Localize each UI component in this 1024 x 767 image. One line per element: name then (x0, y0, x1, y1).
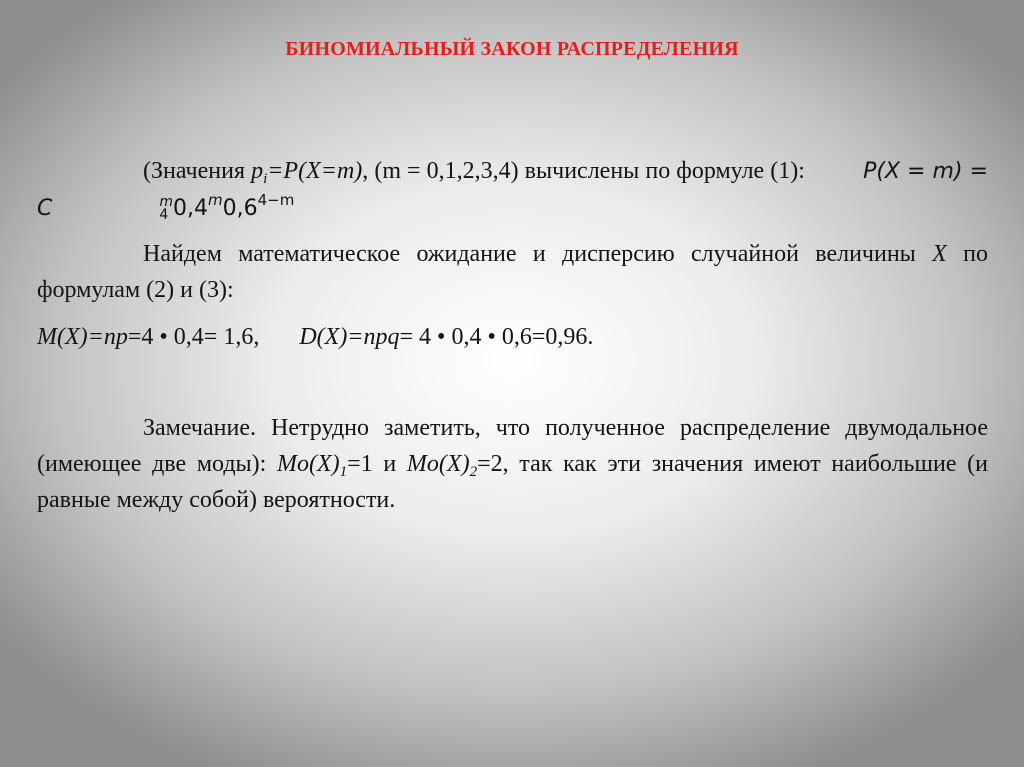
mode-one: Mo(X) (277, 451, 340, 477)
remark-text-end: =2, так как эти значения имеют наибольшие (и равные между собой) вероятности. (37, 451, 988, 513)
p-symbol: p (251, 158, 264, 184)
values-text-end: , (m = 0,1,2,3,4) вычислены по формуле (1): (362, 158, 805, 184)
combination-sub: 4 (159, 207, 169, 224)
mode-two-index: 2 (469, 464, 478, 480)
variable-x: X (932, 241, 947, 267)
combination-symbol: C (37, 196, 53, 221)
variance-value: = 4 • 0,4 • 0,6=0,96. (399, 324, 594, 350)
p-index: i (263, 171, 268, 187)
expectation-value: =4 • 0,4= 1,6, (127, 324, 260, 350)
formula-lhs: P(X = m) = (863, 159, 989, 184)
base-two: 0,6 (222, 196, 258, 221)
exponent-one: m (208, 191, 223, 209)
expectation-label: M(X)=np (37, 324, 128, 350)
results-line (37, 319, 988, 355)
mode-one-index: 1 (339, 464, 348, 480)
expectation-text-start: Найдем математическое ожидание и дисперсию случайной величины (143, 241, 933, 267)
remark-paragraph (37, 410, 988, 518)
values-text-start: (Значения (143, 158, 252, 184)
expectation-text-end: по формулам (2) и (3): (37, 241, 988, 303)
slide-title: БИНОМИАЛЬНЫЙ ЗАКОН РАСПРЕДЕЛЕНИЯ (285, 38, 739, 60)
remark-text-start: Замечание. Нетрудно заметить, что полученное распределение двумодальное (имеющее две моды): (37, 415, 988, 477)
exponent-two: 4−m (257, 191, 295, 209)
combination-sup: m (159, 194, 174, 211)
expectation-paragraph (37, 236, 988, 308)
base-one: 0,4 (173, 196, 209, 221)
variance-label: D(X)=npq (299, 324, 400, 350)
values-paragraph (37, 153, 988, 227)
probability-expression: =P(X=m) (267, 158, 363, 184)
combination-indices (53, 196, 173, 222)
mode-two: Mo(X) (406, 451, 470, 477)
remark-text-middle: =1 и (347, 451, 407, 477)
